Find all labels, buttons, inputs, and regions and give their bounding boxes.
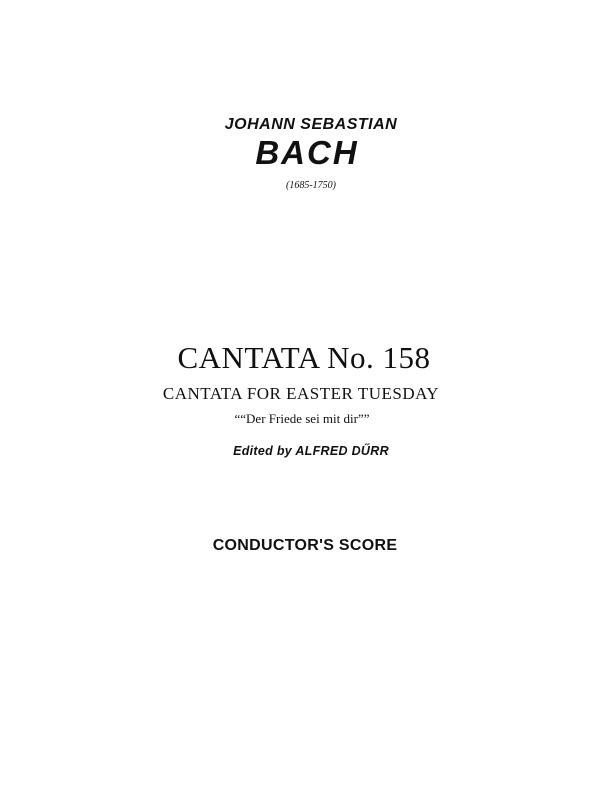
composer-first-names: JOHANN SEBASTIAN <box>224 116 398 133</box>
editor-credit: Edited by ALFRED DŰRR <box>233 444 389 458</box>
occasion-subtitle: CANTATA FOR EASTER TUESDAY <box>162 384 440 403</box>
incipit-text: ““Der Friede sei mit dir”” <box>234 411 370 426</box>
score-type: CONDUCTOR'S SCORE <box>212 537 398 554</box>
composer-dates: (1685-1750) <box>286 180 336 191</box>
work-title: CANTATA No. 158 <box>177 340 431 375</box>
composer-surname: BACH <box>255 134 359 171</box>
